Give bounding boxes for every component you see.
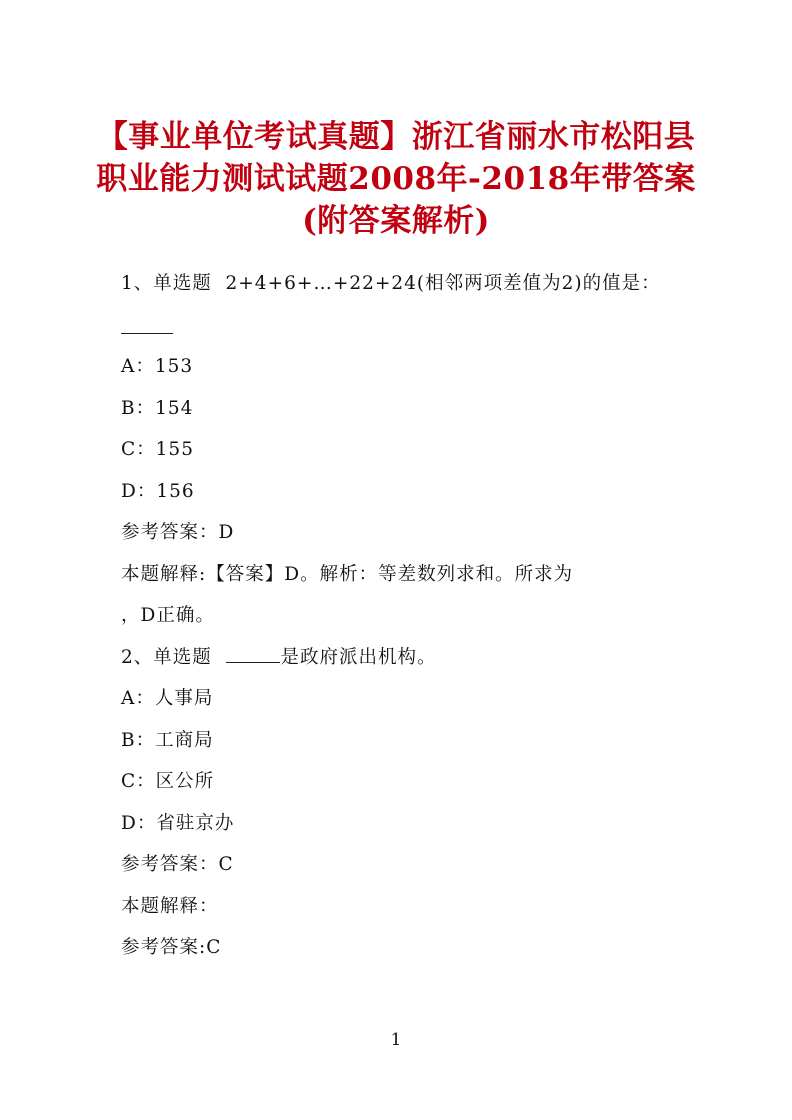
q1-option-d: D：156 bbox=[121, 481, 195, 502]
title-line-1: 【事业单位考试真题】浙江省丽水市松阳县 bbox=[96, 119, 696, 155]
q1-explanation-cont: ，D正确。 bbox=[121, 605, 215, 626]
q1-explanation: 本题解释:【答案】D。解析：等差数列求和。所求为 bbox=[121, 564, 574, 585]
document-title bbox=[60, 116, 732, 242]
page-number: 1 bbox=[390, 1030, 402, 1050]
q1-option-b: B：154 bbox=[121, 398, 194, 419]
q2-option-a: A：人事局 bbox=[121, 688, 214, 709]
title-line-3: (附答案解析) bbox=[302, 203, 490, 239]
q2-stem-suffix: 是政府派出机构。 bbox=[280, 647, 437, 668]
q2-explanation: 本题解释： bbox=[121, 896, 219, 917]
q2-option-d: D：省驻京办 bbox=[121, 813, 235, 834]
title-line-2: 职业能力测试试题2008年-2018年带答案 bbox=[96, 161, 696, 197]
q1-stem: 1、单选题 2+4+6+…+22+24(相邻两项差值为2)的值是： bbox=[121, 273, 661, 294]
q1-answer: 参考答案：D bbox=[121, 522, 235, 543]
q2-answer-repeat: 参考答案:C bbox=[121, 937, 222, 958]
q1-answer-blank bbox=[121, 333, 173, 334]
q2-option-b: B：工商局 bbox=[121, 730, 214, 751]
q2-stem bbox=[121, 646, 437, 670]
q2-answer-blank bbox=[226, 662, 280, 663]
q2-answer: 参考答案：C bbox=[121, 854, 234, 875]
q2-option-c: C：区公所 bbox=[121, 771, 215, 792]
q1-option-c: C：155 bbox=[121, 439, 194, 460]
q1-option-a: A：153 bbox=[121, 356, 194, 377]
q2-stem-prefix: 2、单选题 bbox=[121, 647, 226, 668]
